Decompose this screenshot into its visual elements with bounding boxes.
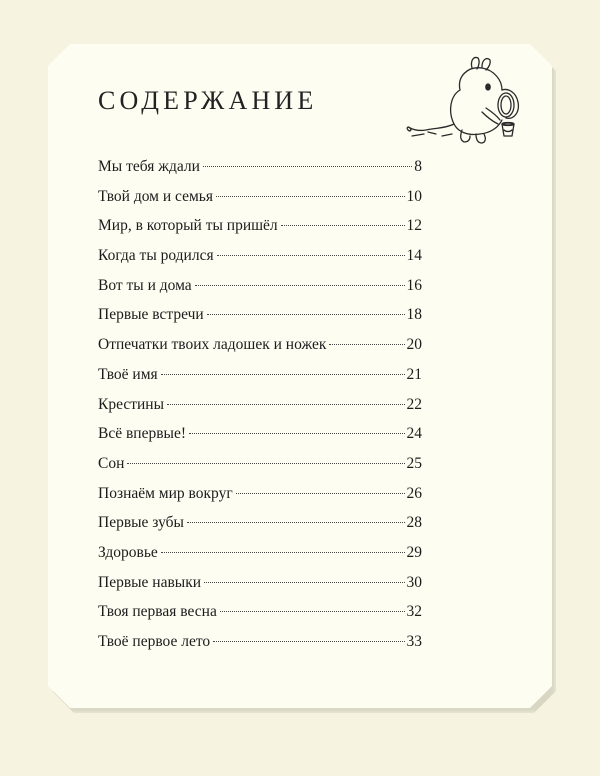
dotted-leader bbox=[236, 493, 405, 494]
dotted-leader bbox=[161, 552, 405, 553]
toc-entry[interactable] bbox=[98, 419, 422, 449]
toc-entry-page: 10 bbox=[406, 187, 422, 205]
toc-entry-page: 29 bbox=[406, 543, 422, 561]
dotted-leader bbox=[281, 225, 405, 226]
toc-entry-title: Мы тебя ждали bbox=[98, 158, 200, 175]
dotted-leader bbox=[203, 166, 412, 167]
toc-entry[interactable] bbox=[98, 360, 422, 390]
toc-entry-title: Первые навыки bbox=[98, 573, 202, 591]
toc-entry-title: Первые зубы bbox=[98, 514, 184, 532]
moomin-reading-icon bbox=[402, 50, 530, 154]
toc-entry-title: Сон bbox=[98, 454, 125, 472]
toc-entry-title: Твоя первая весна bbox=[98, 603, 217, 621]
dotted-leader bbox=[187, 522, 405, 523]
toc-entry-page: 26 bbox=[406, 484, 422, 502]
toc-entry[interactable] bbox=[98, 152, 422, 182]
toc-entry[interactable] bbox=[98, 211, 422, 241]
toc-entry[interactable] bbox=[98, 508, 422, 538]
toc-entry[interactable] bbox=[98, 449, 422, 479]
toc-entry-page: 21 bbox=[406, 365, 422, 383]
dotted-leader bbox=[213, 641, 404, 642]
toc-entry-page: 25 bbox=[406, 454, 422, 472]
dotted-leader bbox=[161, 374, 405, 375]
toc-entry-page: 18 bbox=[406, 306, 422, 324]
dotted-leader bbox=[195, 285, 405, 286]
page-title: СОДЕРЖАНИЕ bbox=[98, 86, 318, 115]
toc-entry[interactable] bbox=[98, 271, 422, 301]
toc-entry-title: Мир, в который ты пришёл bbox=[98, 217, 278, 235]
toc-entry[interactable] bbox=[98, 627, 422, 657]
toc-entry-title: Твоё первое лето bbox=[98, 633, 211, 650]
dotted-leader bbox=[204, 582, 404, 583]
toc-entry-title: Когда ты родился bbox=[98, 247, 214, 265]
toc-entry[interactable] bbox=[98, 479, 422, 509]
toc-entry-title: Всё впервые! bbox=[98, 425, 186, 443]
toc-entry-page: 22 bbox=[406, 395, 422, 413]
toc-entry-page: 30 bbox=[406, 573, 422, 591]
toc-entry[interactable] bbox=[98, 568, 422, 598]
toc-entry-page: 28 bbox=[406, 514, 422, 532]
toc-entry-title: Познаём мир вокруг bbox=[98, 484, 233, 502]
toc-entry[interactable] bbox=[98, 390, 422, 420]
toc-entry-title: Отпечатки твоих ладошек и ножек bbox=[98, 336, 327, 354]
toc-entry-title: Крестины bbox=[98, 395, 165, 413]
toc-entry-title: Твой дом и семья bbox=[98, 187, 213, 205]
toc-entry[interactable] bbox=[98, 182, 422, 212]
toc-entry[interactable] bbox=[98, 300, 422, 330]
dotted-leader bbox=[217, 255, 405, 256]
dotted-leader bbox=[167, 404, 404, 405]
toc-entry[interactable] bbox=[98, 330, 422, 360]
toc-entry-page: 12 bbox=[406, 217, 422, 235]
dotted-leader bbox=[127, 463, 404, 464]
dotted-leader bbox=[207, 314, 405, 315]
toc-entry-page: 20 bbox=[406, 336, 422, 354]
toc-entry-title: Здоровье bbox=[98, 543, 158, 561]
toc-entry-page: 14 bbox=[406, 247, 422, 265]
toc-entry-page: 24 bbox=[406, 425, 422, 443]
toc-entry[interactable] bbox=[98, 241, 422, 271]
dotted-leader bbox=[216, 196, 405, 197]
toc-entry-page: 33 bbox=[406, 633, 422, 650]
toc-entry-page: 32 bbox=[406, 603, 422, 621]
toc-entry-page: 16 bbox=[406, 276, 422, 294]
toc-entry[interactable] bbox=[98, 538, 422, 568]
toc-entry-title: Первые встречи bbox=[98, 306, 204, 324]
table-of-contents bbox=[98, 152, 422, 657]
toc-entry-page: 8 bbox=[414, 158, 422, 175]
toc-entry[interactable] bbox=[98, 597, 422, 627]
dotted-leader bbox=[189, 433, 405, 434]
toc-entry-title: Вот ты и дома bbox=[98, 276, 192, 294]
dotted-leader bbox=[329, 344, 404, 345]
toc-entry-title: Твоё имя bbox=[98, 365, 158, 383]
dotted-leader bbox=[220, 611, 405, 612]
